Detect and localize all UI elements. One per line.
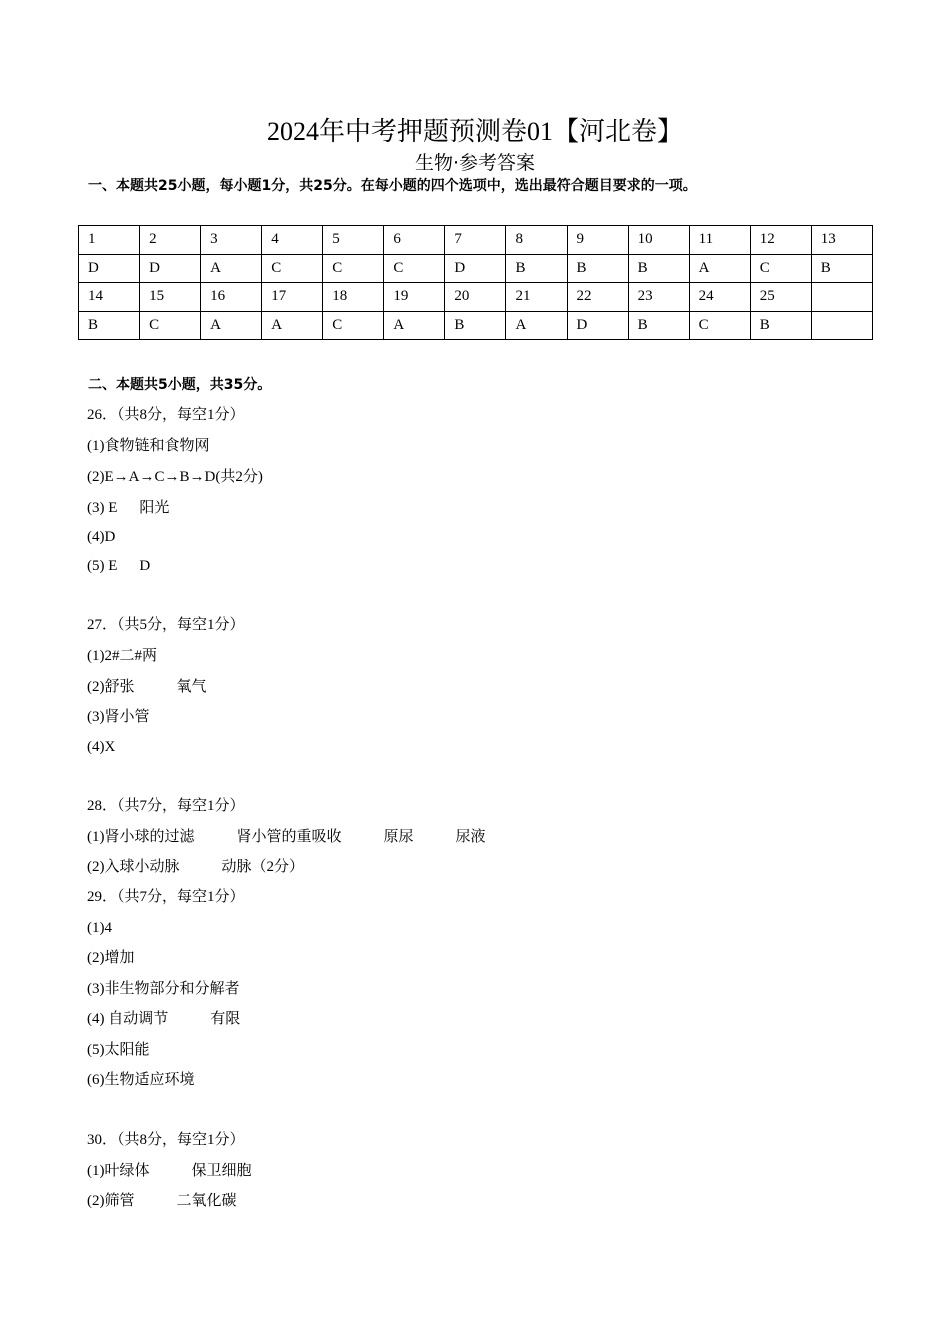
question-number-row: [79, 226, 873, 255]
q28-heading: 28．（共7分，每空1分）: [87, 798, 245, 814]
q29-heading: 29．（共7分，每空1分）: [87, 889, 245, 905]
question-number-cell: 22: [567, 283, 628, 312]
section-two-heading: 二、本题共5小题，共35分。: [88, 377, 272, 393]
q29-answer-5: (5)太阳能: [87, 1042, 150, 1058]
q27-answer-1: (1)2#二#两: [87, 648, 157, 664]
question-number-cell: 2: [140, 226, 201, 255]
q29-answer-4: [87, 1009, 240, 1029]
q29-answer-4a: (4) 自动调节: [87, 1011, 169, 1027]
question-number-cell: 23: [628, 283, 689, 312]
section-one-heading: 一、本题共25小题，每小题1分，共25分。在每小题的四个选项中，选出最符合题目要求的一项。: [88, 178, 697, 194]
q30-heading: 30．（共8分，每空1分）: [87, 1132, 245, 1148]
q28-answer-1b: 肾小管的重吸收: [236, 829, 342, 845]
q27-answer-3: (3)肾小管: [87, 709, 150, 725]
answer-letter-cell: A: [201, 311, 262, 340]
q26-answer-1: (1)食物链和食物网: [87, 438, 210, 454]
question-number-cell: 10: [628, 226, 689, 255]
answer-letter-cell: B: [567, 254, 628, 283]
answer-letter-cell: A: [506, 311, 567, 340]
answer-letter-cell: C: [323, 254, 384, 283]
q29-answer-6: (6)生物适应环境: [87, 1072, 195, 1088]
answer-letter-cell: C: [750, 254, 811, 283]
q29-answer-3: (3)非生物部分和分解者: [87, 981, 240, 997]
question-number-cell: 13: [811, 226, 872, 255]
question-number-cell: 17: [262, 283, 323, 312]
answer-letter-cell: D: [79, 254, 140, 283]
q26-answer-4: (4)D: [87, 529, 116, 545]
q26-answer-5a: (5) E: [87, 558, 118, 574]
answer-letter-cell: C: [689, 311, 750, 340]
answer-letter-cell: C: [262, 254, 323, 283]
answer-letter-cell: A: [384, 311, 445, 340]
q26-answer-2: (2)E→A→C→B→D(共2分): [87, 469, 263, 485]
page-subtitle: 生物·参考答案: [414, 152, 536, 174]
q27-answer-2b: 氧气: [176, 679, 207, 695]
q27-answer-2: [87, 677, 207, 697]
q28-answer-1a: (1)肾小球的过滤: [87, 829, 195, 845]
question-number-cell: 4: [262, 226, 323, 255]
q28-answer-2: [87, 857, 304, 877]
q30-answer-2b: 二氧化碳: [176, 1193, 237, 1209]
q28-answer-1: [87, 827, 486, 847]
answer-letter-cell: A: [689, 254, 750, 283]
q26-heading: 26．（共8分，每空1分）: [87, 407, 245, 423]
question-number-cell: 21: [506, 283, 567, 312]
q29-answer-2: (2)增加: [87, 950, 135, 966]
answer-letter-cell: C: [140, 311, 201, 340]
question-number-cell: 7: [445, 226, 506, 255]
answer-letter-cell: B: [628, 254, 689, 283]
question-number-cell: 24: [689, 283, 750, 312]
question-number-cell: 9: [567, 226, 628, 255]
question-number-cell: 11: [689, 226, 750, 255]
answer-letter-cell: B: [79, 311, 140, 340]
q27-answer-2a: (2)舒张: [87, 679, 135, 695]
answer-letter-cell: A: [262, 311, 323, 340]
question-number-cell: 6: [384, 226, 445, 255]
question-number-cell: 19: [384, 283, 445, 312]
answer-letter-cell: D: [567, 311, 628, 340]
q30-answer-2a: (2)筛管: [87, 1193, 135, 1209]
q28-answer-1c: 原尿: [383, 829, 414, 845]
answer-letter-cell: B: [628, 311, 689, 340]
question-number-cell: 5: [323, 226, 384, 255]
answer-letter-cell: D: [140, 254, 201, 283]
question-number-cell: 16: [201, 283, 262, 312]
q28-answer-2b: 动脉（2分）: [221, 859, 305, 875]
question-number-cell: 1: [79, 226, 140, 255]
question-number-cell: 25: [750, 283, 811, 312]
answer-letter-cell: D: [445, 254, 506, 283]
answer-letter-cell: [811, 311, 872, 340]
q27-heading: 27．（共5分，每空1分）: [87, 617, 245, 633]
question-number-cell: 12: [750, 226, 811, 255]
question-number-cell: 20: [445, 283, 506, 312]
answer-letter-cell: A: [201, 254, 262, 283]
q28-answer-2a: (2)入球小动脉: [87, 859, 180, 875]
q28-answer-1d: 尿液: [455, 829, 486, 845]
question-number-cell: [811, 283, 872, 312]
answer-letter-cell: B: [445, 311, 506, 340]
q26-answer-3b: 阳光: [139, 500, 170, 516]
answer-table: [78, 225, 873, 340]
question-number-cell: 3: [201, 226, 262, 255]
answer-letter-cell: B: [811, 254, 872, 283]
question-number-cell: 8: [506, 226, 567, 255]
answer-letter-cell: B: [750, 311, 811, 340]
answer-letter-row: [79, 311, 873, 340]
q29-answer-1: (1)4: [87, 920, 112, 936]
q26-answer-3a: (3) E: [87, 500, 118, 516]
q26-answer-5b: D: [139, 558, 151, 574]
question-number-cell: 18: [323, 283, 384, 312]
q30-answer-2: [87, 1191, 237, 1211]
question-number-cell: 14: [79, 283, 140, 312]
q30-answer-1b: 保卫细胞: [191, 1163, 252, 1179]
question-number-row: [79, 283, 873, 312]
question-number-cell: 15: [140, 283, 201, 312]
q27-answer-4: (4)X: [87, 739, 116, 755]
answer-letter-cell: C: [323, 311, 384, 340]
page-title: 2024年中考押题预测卷01【河北卷】: [266, 117, 683, 146]
answer-letter-row: [79, 254, 873, 283]
answer-letter-cell: C: [384, 254, 445, 283]
q30-answer-1a: (1)叶绿体: [87, 1163, 150, 1179]
q30-answer-1: [87, 1161, 252, 1181]
q29-answer-4b: 有限: [210, 1011, 241, 1027]
q26-answer-3: [87, 498, 169, 518]
answer-letter-cell: B: [506, 254, 567, 283]
q26-answer-5: [87, 556, 150, 576]
